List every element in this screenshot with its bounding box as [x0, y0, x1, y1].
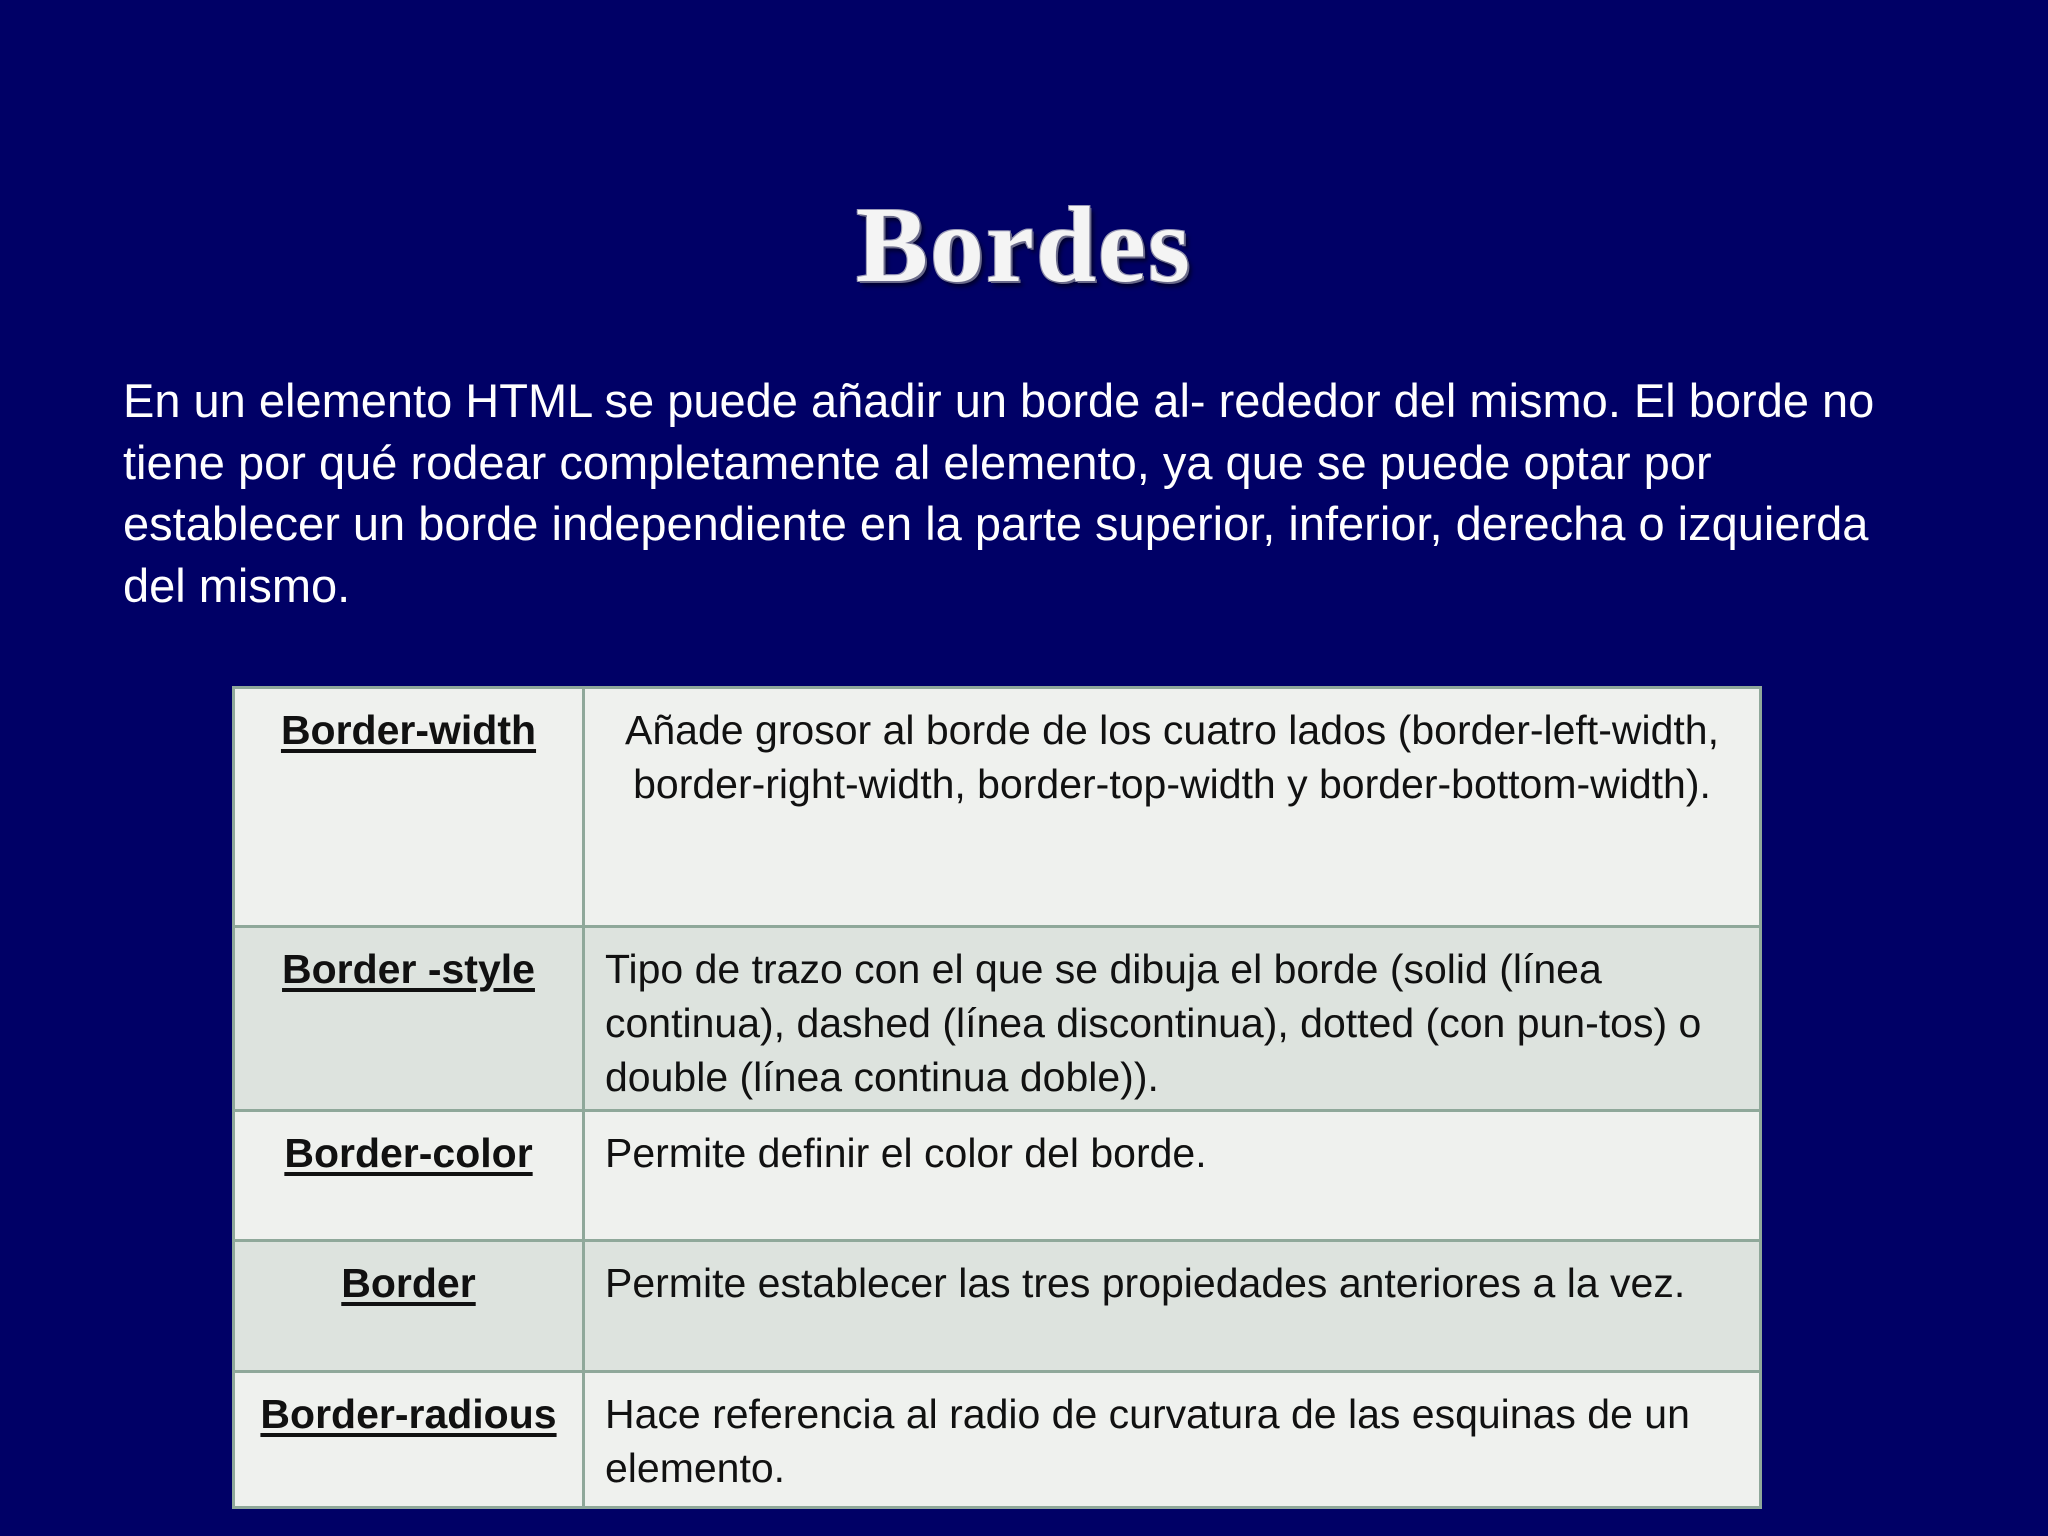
description-cell: Tipo de trazo con el que se dibuja el borde (solid (línea continua), dashed (línea discontinua), dotted (con pun-tos) o double (línea continua doble)). [584, 927, 1761, 1111]
table-row [234, 1111, 1761, 1241]
table-row [234, 927, 1761, 1111]
slide-title: Bordes [856, 186, 1192, 305]
property-cell: Border-color [234, 1111, 584, 1241]
property-cell: Border-width [234, 688, 584, 927]
description-cell: Añade grosor al borde de los cuatro lados (border-left-width, border-right-width, border-top-width y border-bottom-width). [584, 688, 1761, 927]
table-row [234, 1241, 1761, 1372]
description-cell: Hace referencia al radio de curvatura de las esquinas de un elemento. [584, 1372, 1761, 1508]
border-properties-table [232, 686, 1762, 1506]
table-row [234, 1372, 1761, 1508]
property-cell: Border [234, 1241, 584, 1372]
property-cell: Border-radious [234, 1372, 584, 1508]
intro-paragraph: En un elemento HTML se puede añadir un borde al- rededor del mismo. El borde no tiene por qué rodear completamente al elemento, ya que se puede optar por establecer un borde independiente en la parte superior, inferior, derecha o izquierda del mismo. [123, 374, 1875, 612]
description-cell: Permite establecer las tres propiedades anteriores a la vez. [584, 1241, 1761, 1372]
description-cell: Permite definir el color del borde. [584, 1111, 1761, 1241]
property-cell: Border -style [234, 927, 584, 1111]
table-row [234, 688, 1761, 927]
